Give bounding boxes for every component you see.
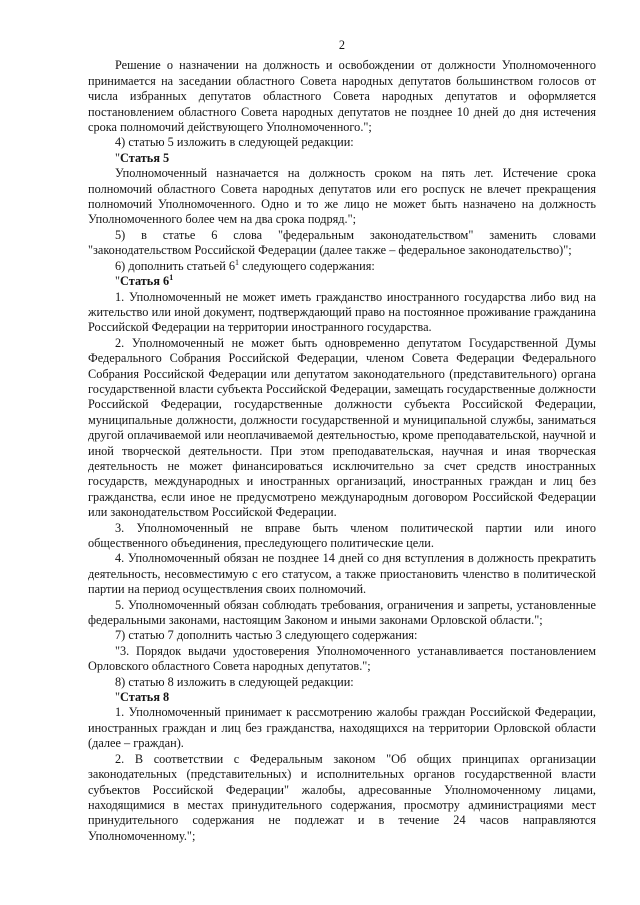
paragraph: 7) статью 7 дополнить частью 3 следующего содержания: — [115, 628, 418, 643]
item6-prefix: 6) дополнить статьей 6 — [115, 258, 236, 273]
heading-text: Статья 8 — [120, 690, 170, 705]
paragraph: Решение о назначении на должность и освобождении от должности Уполномоченного принимается на заседании областного Совета народных депутатов большинством голосов от числа избранных депутатов областного Совета народных депутатов и оформляется постановлением областного Совета народных депутатов не позднее 10 дней до дня истечения срока полномочий действующего Уполномоченного."; — [88, 58, 596, 135]
superscript: 1 — [169, 273, 174, 283]
paragraph — [88, 259, 596, 274]
paragraph: 4. Уполномоченный обязан не позднее 14 дней со дня вступления в должность прекратить деятельность, несовместимую с его статусом, а также приостановить членство в политической партии на период осуществления своих полномочий. — [88, 551, 596, 597]
paragraph: 2. Уполномоченный не может быть одновременно депутатом Государственной Думы Федерального Собрания Российской Федерации, членом Совета Федерации Федерального Собрания Российской Федерации или депутатом законодательного (представительного) органа государственной власти субъекта Российской Федерации, замещать государственные должности Российской Федерации, государственные должности субъекта Российской Федерации, муниципальные должности, должности государственной и муниципальной службы, заниматься другой оплачиваемой или неоплачиваемой деятельностью, кроме преподавательской, научной и иной творческой деятельности. При этом преподавательская, научная и иная творческая деятельность не может финансироваться исключительно за счет средств иностранных государств, международных и иностранных организаций, иностранных граждан и лиц без гражданства, если иное не предусмотрено международным договором Российской Федерации или законодательством Российской Федерации. — [88, 335, 596, 520]
quote-mark: " — [115, 274, 121, 289]
page-number: 2 — [338, 38, 346, 52]
heading-text: Статья 6 — [120, 274, 170, 289]
paragraph: 8) статью 8 изложить в следующей редакции: — [115, 674, 354, 689]
paragraph: Уполномоченный назначается на должность сроком на пять лет. Истечение срока полномочий областного Совета народных депутатов или его роспуск не влечет прекращения полномочий Уполномоченного. Одно и то же лицо не может быть назначено на должность Уполномоченного более чем на два срока подряд."; — [88, 166, 596, 227]
paragraph: 5. Уполномоченный обязан соблюдать требования, ограничения и запреты, установленные федеральными законами, настоящим Законом и иными законами Орловской области."; — [88, 597, 596, 628]
item6-suffix: следующего содержания: — [242, 258, 375, 273]
quote-mark: " — [115, 690, 121, 705]
paragraph: "3. Порядок выдачи удостоверения Уполномоченного устанавливается постановлением Орловского областного Совета народных депутатов."; — [88, 643, 596, 674]
quote-mark: " — [115, 150, 121, 165]
paragraph: 3. Уполномоченный не вправе быть членом политической партии или иного общественного объединения, преследующего политические цели. — [88, 520, 596, 550]
paragraph: 2. В соответствии с Федеральным законом "Об общих принципах организации законодательных (представительных) и исполнительных органов государственной власти субъектов Российской Федерации" жалобы, адресованные Уполномоченному лицами, находящимися в местах принудительного содержания, просмотру администрациями мест принудительного содержания не подлежат и в течение 24 часов направляются Уполномоченному."; — [88, 751, 596, 843]
paragraph: 4) статью 5 изложить в следующей редакции: — [115, 135, 354, 150]
superscript: 1 — [235, 257, 240, 267]
article-heading — [88, 274, 596, 289]
paragraph: 5) в статье 6 слова "федеральным законодательством" заменить словами "законодательством Российской Федерации (далее также – федеральное законодательство)"; — [88, 227, 596, 258]
paragraph: 1. Уполномоченный не может иметь гражданство иностранного государства либо вид на жительство или иной документ, подтверждающий право на постоянное проживание гражданина Российской Федерации на территории иностранного государства. — [88, 289, 596, 335]
article-heading — [88, 690, 596, 705]
paragraph: 1. Уполномоченный принимает к рассмотрению жалобы граждан Российской Федерации, иностранных граждан и лиц без гражданства, находящихся на территории Орловской области (далее – граждан). — [88, 705, 596, 751]
heading-text: Статья 5 — [120, 150, 170, 165]
article-heading — [88, 151, 596, 166]
